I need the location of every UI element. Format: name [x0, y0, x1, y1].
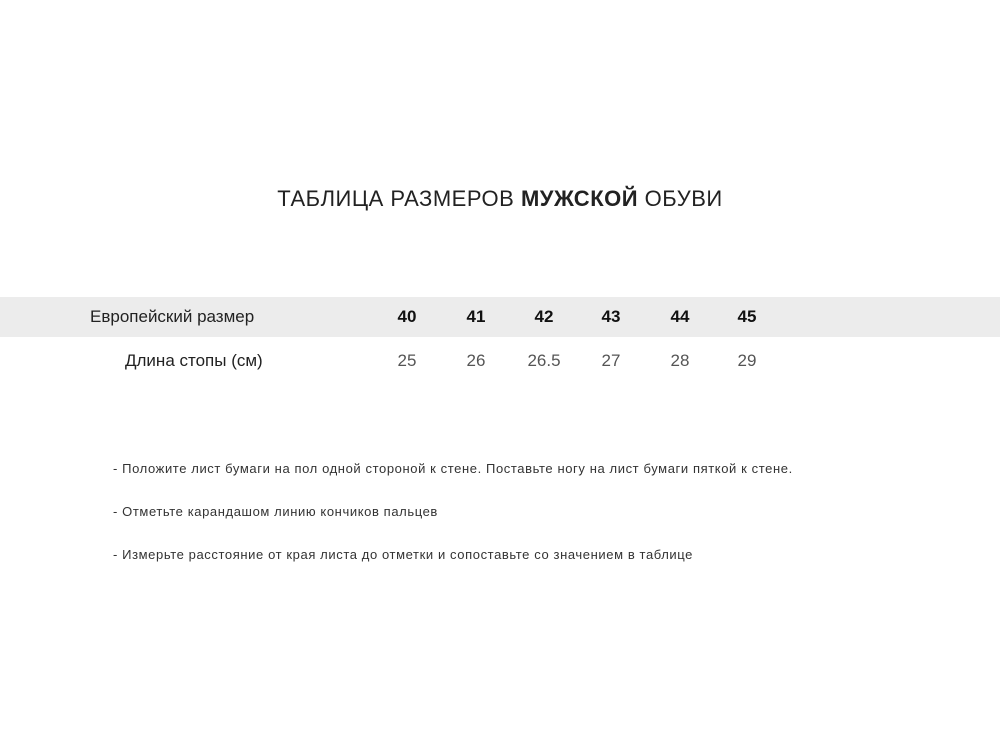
title-suffix: ОБУВИ — [644, 186, 723, 211]
measurement-instructions — [113, 458, 973, 587]
length-cell: 26.5 — [527, 351, 561, 370]
size-cell: 40 — [397, 307, 417, 326]
instruction-item: - Положите лист бумаги на пол одной стороной к стене. Поставьте ногу на лист бумаги пяткой к стене. — [113, 461, 793, 476]
size-table-header-row — [0, 297, 1000, 337]
instruction-item: - Измерьте расстояние от края листа до отметки и сопоставьте со значением в таблице — [113, 547, 694, 562]
length-cell: 27 — [601, 351, 621, 370]
length-cell: 25 — [397, 351, 417, 370]
foot-length-label: Длина стопы (см) — [125, 351, 263, 370]
foot-length-row — [0, 341, 1000, 381]
title-emphasis: МУЖСКОЙ — [520, 186, 639, 211]
instruction-item: - Отметьте карандашом линию кончиков пальцев — [113, 504, 438, 519]
size-cell: 44 — [670, 307, 690, 326]
size-cell: 45 — [737, 307, 757, 326]
size-cell: 41 — [466, 307, 486, 326]
title-prefix: ТАБЛИЦА РАЗМЕРОВ — [277, 186, 515, 211]
length-cell: 26 — [466, 351, 486, 370]
size-cell: 43 — [601, 307, 621, 326]
length-cell: 28 — [670, 351, 690, 370]
page-title — [0, 186, 1000, 212]
length-cell: 29 — [737, 351, 757, 370]
size-cell: 42 — [534, 307, 554, 326]
european-size-label: Европейский размер — [90, 307, 255, 326]
